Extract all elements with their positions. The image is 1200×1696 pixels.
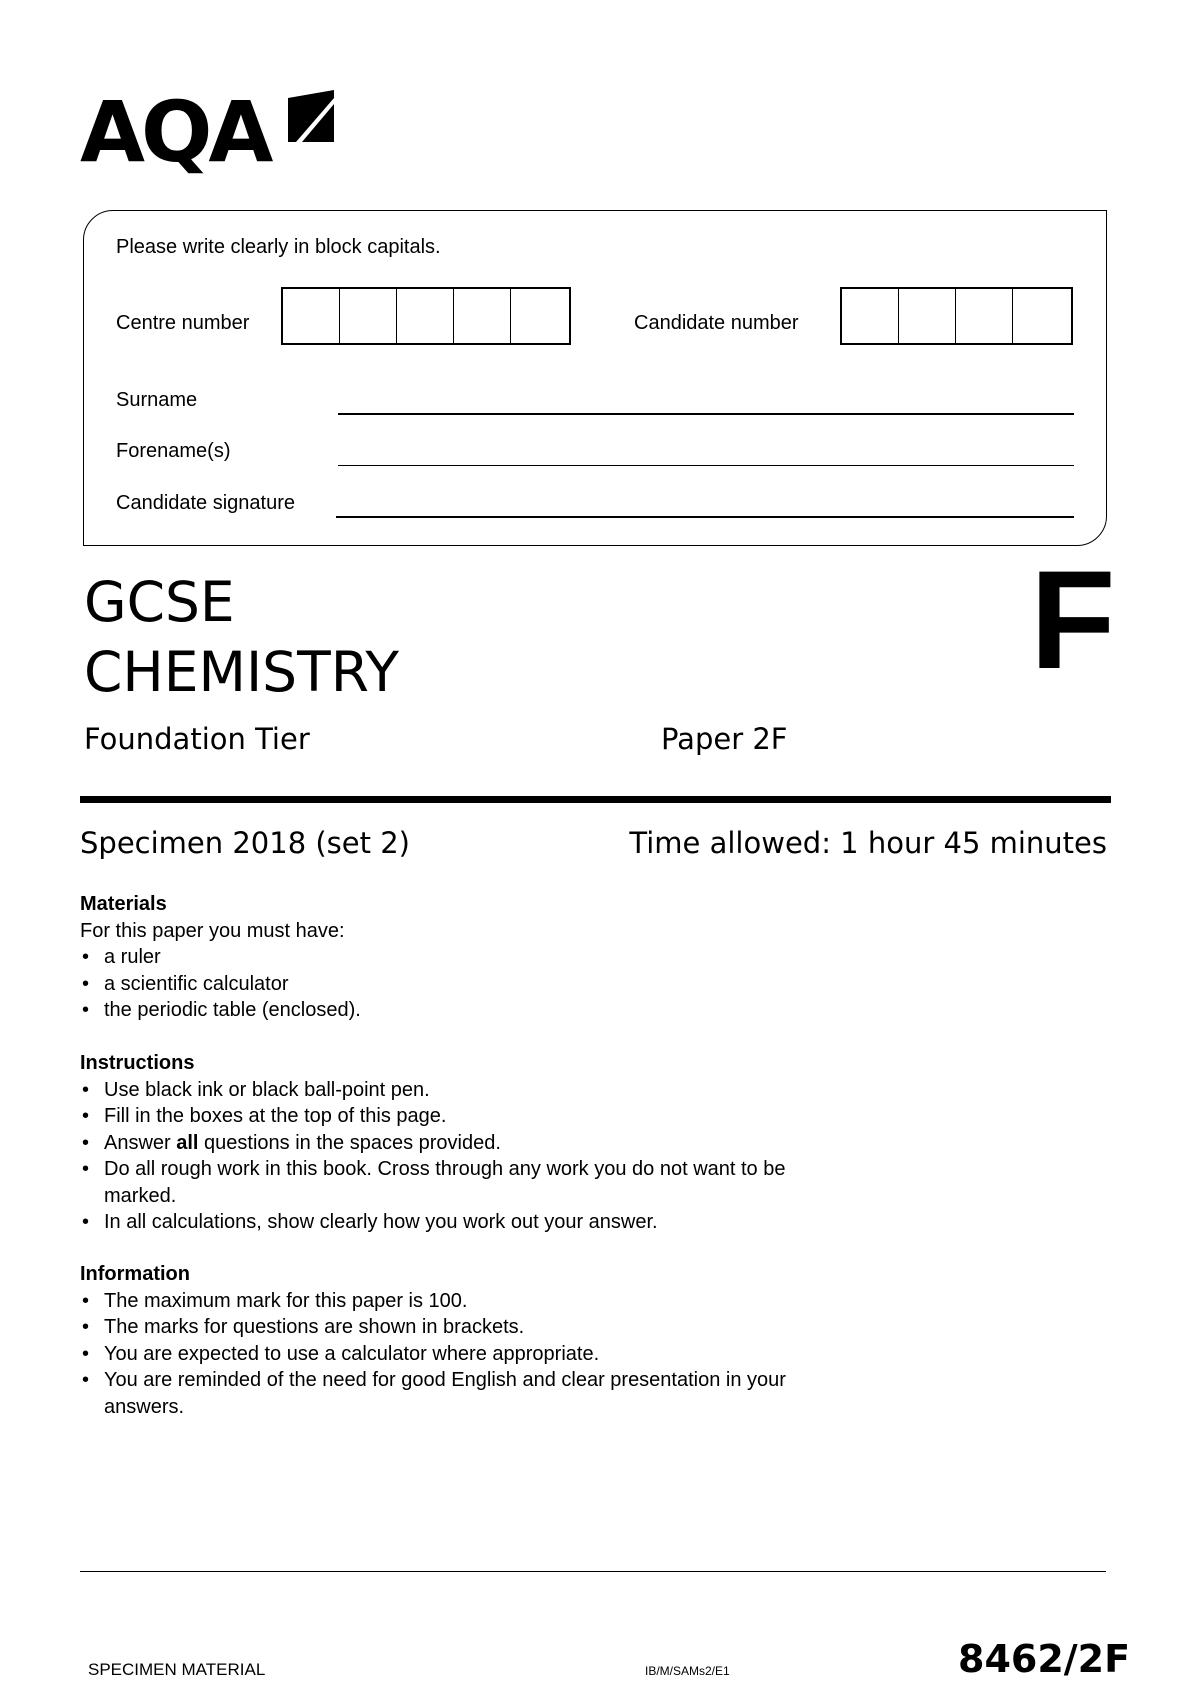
- information-item: • The maximum mark for this paper is 100.: [80, 1288, 825, 1315]
- tier-name: Foundation Tier: [84, 722, 310, 756]
- instruction-text: questions in the spaces provided.: [198, 1131, 501, 1154]
- instructions-heading: Instructions: [80, 1052, 195, 1074]
- instruction-item: • In all calculations, show clearly how you work out your answer.: [80, 1209, 840, 1236]
- centre-number-boxes[interactable]: [281, 287, 571, 345]
- materials-section: [80, 891, 361, 1024]
- centre-digit-box[interactable]: [511, 289, 568, 343]
- instruction-emphasis: all: [176, 1131, 199, 1154]
- instructions-section: [80, 1050, 840, 1236]
- centre-digit-box[interactable]: [283, 289, 340, 343]
- instruction-item: • Fill in the boxes at the top of this page.: [80, 1103, 840, 1130]
- materials-intro: For this paper you must have:: [80, 919, 345, 942]
- instruction-item: • Do all rough work in this book. Cross through any work you do not want to be marked.: [80, 1156, 840, 1209]
- candidate-number-boxes[interactable]: [840, 287, 1073, 345]
- materials-item: • a ruler: [80, 944, 361, 971]
- candidate-number-label: Candidate number: [634, 312, 799, 334]
- centre-digit-box[interactable]: [454, 289, 511, 343]
- forenames-line[interactable]: [338, 465, 1074, 466]
- information-section: [80, 1261, 825, 1420]
- specimen-label: SPECIMEN MATERIAL: [88, 1660, 266, 1679]
- candidate-digit-box[interactable]: [956, 289, 1013, 343]
- signature-line[interactable]: [336, 516, 1074, 518]
- information-item: • You are reminded of the need for good English and clear presentation in your answers.: [80, 1367, 825, 1420]
- candidate-digit-box[interactable]: [842, 289, 899, 343]
- surname-label: Surname: [116, 389, 198, 411]
- instruction-text: Answer: [104, 1131, 177, 1154]
- information-heading: Information: [80, 1263, 190, 1285]
- paper-number: Paper 2F: [661, 722, 788, 756]
- materials-item: • the periodic table (enclosed).: [80, 997, 361, 1024]
- instruction-item: [80, 1130, 840, 1157]
- aqa-logo: [80, 83, 350, 188]
- instruction-item: • Use black ink or black ball-point pen.: [80, 1077, 840, 1104]
- materials-item: • a scientific calculator: [80, 971, 361, 998]
- surname-line[interactable]: [338, 413, 1074, 415]
- candidate-digit-box[interactable]: [899, 289, 956, 343]
- candidate-digit-box[interactable]: [1013, 289, 1070, 343]
- paper-code: 8462/2F: [958, 1637, 1131, 1681]
- leaf-icon: [280, 88, 342, 148]
- information-item: • You are expected to use a calculator where appropriate.: [80, 1341, 825, 1368]
- centre-digit-box[interactable]: [397, 289, 454, 343]
- subject-title: CHEMISTRY: [84, 640, 399, 704]
- signature-label: Candidate signature: [116, 492, 296, 514]
- series-label: Specimen 2018 (set 2): [80, 826, 410, 860]
- block-capitals-instruction: Please write clearly in block capitals.: [116, 236, 441, 258]
- forenames-label: Forename(s): [116, 440, 231, 462]
- information-item: • The marks for questions are shown in brackets.: [80, 1314, 825, 1341]
- materials-heading: Materials: [80, 893, 167, 915]
- reference-code: IB/M/SAMs2/E1: [645, 1664, 730, 1678]
- centre-number-label: Centre number: [116, 312, 250, 334]
- tier-letter: F: [1030, 541, 1116, 698]
- centre-digit-box[interactable]: [340, 289, 397, 343]
- qualification-title: GCSE: [84, 570, 235, 634]
- footer-divider: [80, 1571, 1106, 1572]
- title-divider: [80, 796, 1111, 803]
- logo-text: AQA: [80, 83, 270, 181]
- time-allowed: Time allowed: 1 hour 45 minutes: [629, 826, 1107, 860]
